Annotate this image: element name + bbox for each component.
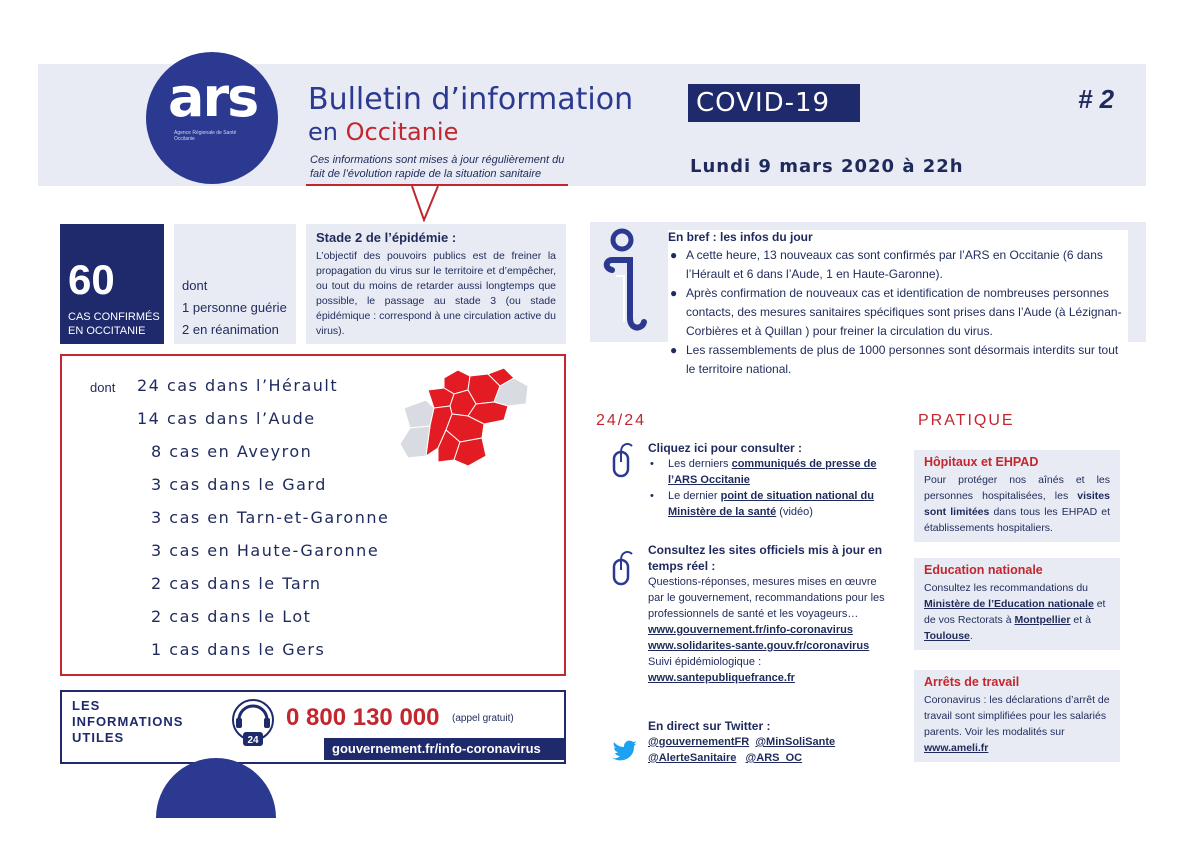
infos-utiles-title: LES INFORMATIONS UTILES (72, 698, 184, 745)
dont-label: dont (182, 278, 208, 293)
speech-tail-icon (410, 186, 440, 222)
education-text-part: et de vos Rectorats à (924, 598, 1106, 626)
ministere-education-link[interactable]: Ministère de l’Education nationale (924, 598, 1094, 610)
subtitle (308, 118, 458, 146)
h24-block2-text: Questions-réponses, mesures mises en œuvre par le gouvernement, recommandations pour les professionnels de santé et les voyageurs… (648, 576, 885, 620)
stade-title: Stade 2 de l’épidémie : (316, 230, 457, 245)
subtitle-region: Occitanie (345, 118, 459, 146)
stade-text: L’objectif des pouvoirs publics est de freiner la propagation du virus sur le territoire et d’empêcher, ou tout du moins de retarder aussi longtemps que possible, le passage au stade 3 (ou stade épidémique : correspond à une circulation active du virus). (316, 250, 556, 337)
covid-label: COVID-19 (688, 84, 860, 122)
bref-item-text: A cette heure, 13 nouveaux cas sont confirmés par l’ARS en Occitanie (6 dans l’Hérault et 6 dans l’Aude, 1 en Haute-Garonne). (686, 248, 1103, 281)
phone-note: (appel gratuit) (452, 713, 514, 724)
info-icon (592, 226, 652, 342)
map-region-gers (404, 400, 434, 428)
work-stoppage-text (924, 692, 1110, 756)
recovered-text: 1 personne guérie (182, 300, 287, 315)
h24-item-prefix: Le dernier (668, 490, 721, 502)
mouse-icon (606, 440, 634, 480)
h24-block1-item (648, 488, 888, 520)
hospitals-text-part: dans tous les EHPAD et établissements hospitaliers. (924, 506, 1110, 534)
bref-item (668, 246, 1128, 284)
bulletin-title: Bulletin d’information (308, 82, 634, 117)
case-row: 14 cas dans l’Aude (137, 409, 316, 428)
santepubliquefrance-link[interactable]: www.santepubliquefrance.fr (648, 672, 795, 684)
education-box (914, 558, 1120, 650)
education-text-part: . (969, 630, 973, 642)
bullet-icon: ● (670, 343, 678, 357)
education-text-part: et à (1070, 614, 1091, 626)
gouvernement-link[interactable]: www.gouvernement.fr/info-coronavirus (648, 624, 853, 636)
hospitals-text-part: Pour protéger nos aînés et les personnes hospitalisées, les (924, 474, 1110, 502)
hospitals-text (924, 472, 1110, 536)
bref-title: En bref : les infos du jour (668, 230, 813, 244)
twitter-block (648, 718, 888, 766)
h24-block2-title: Consultez les sites officiels mis à jour en temps réel : (648, 543, 883, 573)
subtitle-prefix: en (308, 118, 338, 146)
map-region-hautes-pyrenees (400, 426, 430, 458)
h24-block2 (648, 542, 888, 686)
case-row: 3 cas dans le Gard (151, 475, 327, 494)
pratique-heading: PRATIQUE (918, 412, 1015, 429)
bref-content (668, 230, 1128, 379)
twitter-handle[interactable]: @gouvernementFR (648, 736, 750, 748)
h24-block1 (648, 440, 888, 520)
bullet-icon: • (650, 458, 654, 470)
phone-number[interactable]: 0 800 130 000 (286, 704, 440, 731)
case-row: 3 cas en Haute-Garonne (151, 541, 380, 560)
decorative-arc (156, 758, 276, 818)
toulouse-link[interactable]: Toulouse (924, 630, 970, 642)
gouv-website-link[interactable]: gouvernement.fr/info-coronavirus (324, 738, 564, 760)
bullet-icon: ● (670, 248, 678, 262)
phone-support-icon (230, 694, 276, 750)
h24-item-suffix: (vidéo) (776, 506, 813, 518)
issue-number: # 2 (1078, 84, 1115, 114)
suivi-label: Suivi épidémiologique : (648, 656, 762, 668)
h24-item-prefix: Les derniers (668, 458, 732, 470)
stade-box (306, 224, 566, 344)
bref-item-text: Après confirmation de nouveaux cas et identification de nombreuses personnes contacts, des mesures sanitaires spécifiques sont prises dans l’Aude (à Lézignan-Corbières et à Quillan ) pour freiner la circulation du virus. (686, 286, 1122, 338)
case-row: 1 cas dans le Gers (151, 640, 326, 659)
bulletin-date: Lundi 9 mars 2020 à 22h (690, 156, 964, 177)
case-row: 2 cas dans le Tarn (151, 574, 322, 593)
case-row: 2 cas dans le Lot (151, 607, 312, 626)
montpellier-link[interactable]: Montpellier (1014, 614, 1071, 626)
education-text (924, 580, 1110, 644)
disclaimer: Ces informations sont mises à jour régulièrement du fait de l’évolution rapide de la situation sanitaire (310, 154, 565, 180)
ameli-link[interactable]: www.ameli.fr (924, 742, 989, 754)
bref-item (668, 284, 1128, 341)
ars-logo (146, 52, 278, 184)
twitter-handle[interactable]: @AlerteSanitaire (648, 752, 737, 764)
bullet-icon: • (650, 490, 654, 502)
twitter-icon (612, 740, 638, 762)
case-row: 8 cas en Aveyron (151, 442, 313, 461)
hospitals-box (914, 450, 1120, 542)
press-release-link[interactable]: communiqués de presse de l’ARS Occitanie (668, 458, 877, 486)
work-stoppage-title: Arrêts de travail (924, 675, 1020, 689)
hospitals-title: Hôpitaux et EHPAD (924, 455, 1039, 469)
solidarites-sante-link[interactable]: www.solidarites-sante.gouv.fr/coronavirus (648, 640, 870, 652)
icu-text: 2 en réanimation (182, 322, 279, 337)
confirmed-label: CAS CONFIRMÉS EN OCCITANIE (68, 311, 160, 337)
logo-text: ars (168, 66, 258, 129)
education-text-part: Consultez les recommandations du (924, 582, 1089, 594)
education-title: Education nationale (924, 563, 1043, 577)
h24-block1-item (648, 456, 888, 488)
details-box (174, 224, 296, 344)
logo-subtitle: Agence Régionale de Santé Occitanie (174, 130, 237, 142)
phone-badge: 24 (247, 735, 259, 746)
bref-item-text: Les rassemblements de plus de 1000 personnes sont désormais interdits sur tout le territoire national. (686, 343, 1119, 376)
hospitals-text-bold: visites sont limitées (924, 490, 1110, 518)
occitanie-map (396, 364, 536, 474)
bref-item (668, 341, 1128, 379)
twitter-handle[interactable]: @ARS_OC (745, 752, 803, 764)
national-situation-link[interactable]: point de situation national du Ministère de la santé (668, 490, 874, 518)
work-stoppage-text-part: Coronavirus : les déclarations d’arrêt de travail sont simplifiées pour les salariés parents. Voir les modalités sur (924, 694, 1110, 738)
bullet-icon: ● (670, 286, 678, 300)
work-stoppage-box (914, 670, 1120, 762)
cases-dont-label: dont (90, 380, 116, 395)
twitter-title: En direct sur Twitter : (648, 719, 771, 733)
confirmed-cases-box (60, 224, 164, 344)
confirmed-number: 60 (68, 256, 115, 303)
twitter-handle[interactable]: @MinSoliSante (755, 736, 836, 748)
h24-heading: 24/24 (596, 412, 647, 429)
mouse-icon (606, 548, 634, 588)
h24-block1-title[interactable]: Cliquez ici pour consulter : (648, 441, 803, 455)
case-row: 24 cas dans l’Hérault (137, 376, 339, 395)
case-row: 3 cas en Tarn-et-Garonne (151, 508, 390, 527)
